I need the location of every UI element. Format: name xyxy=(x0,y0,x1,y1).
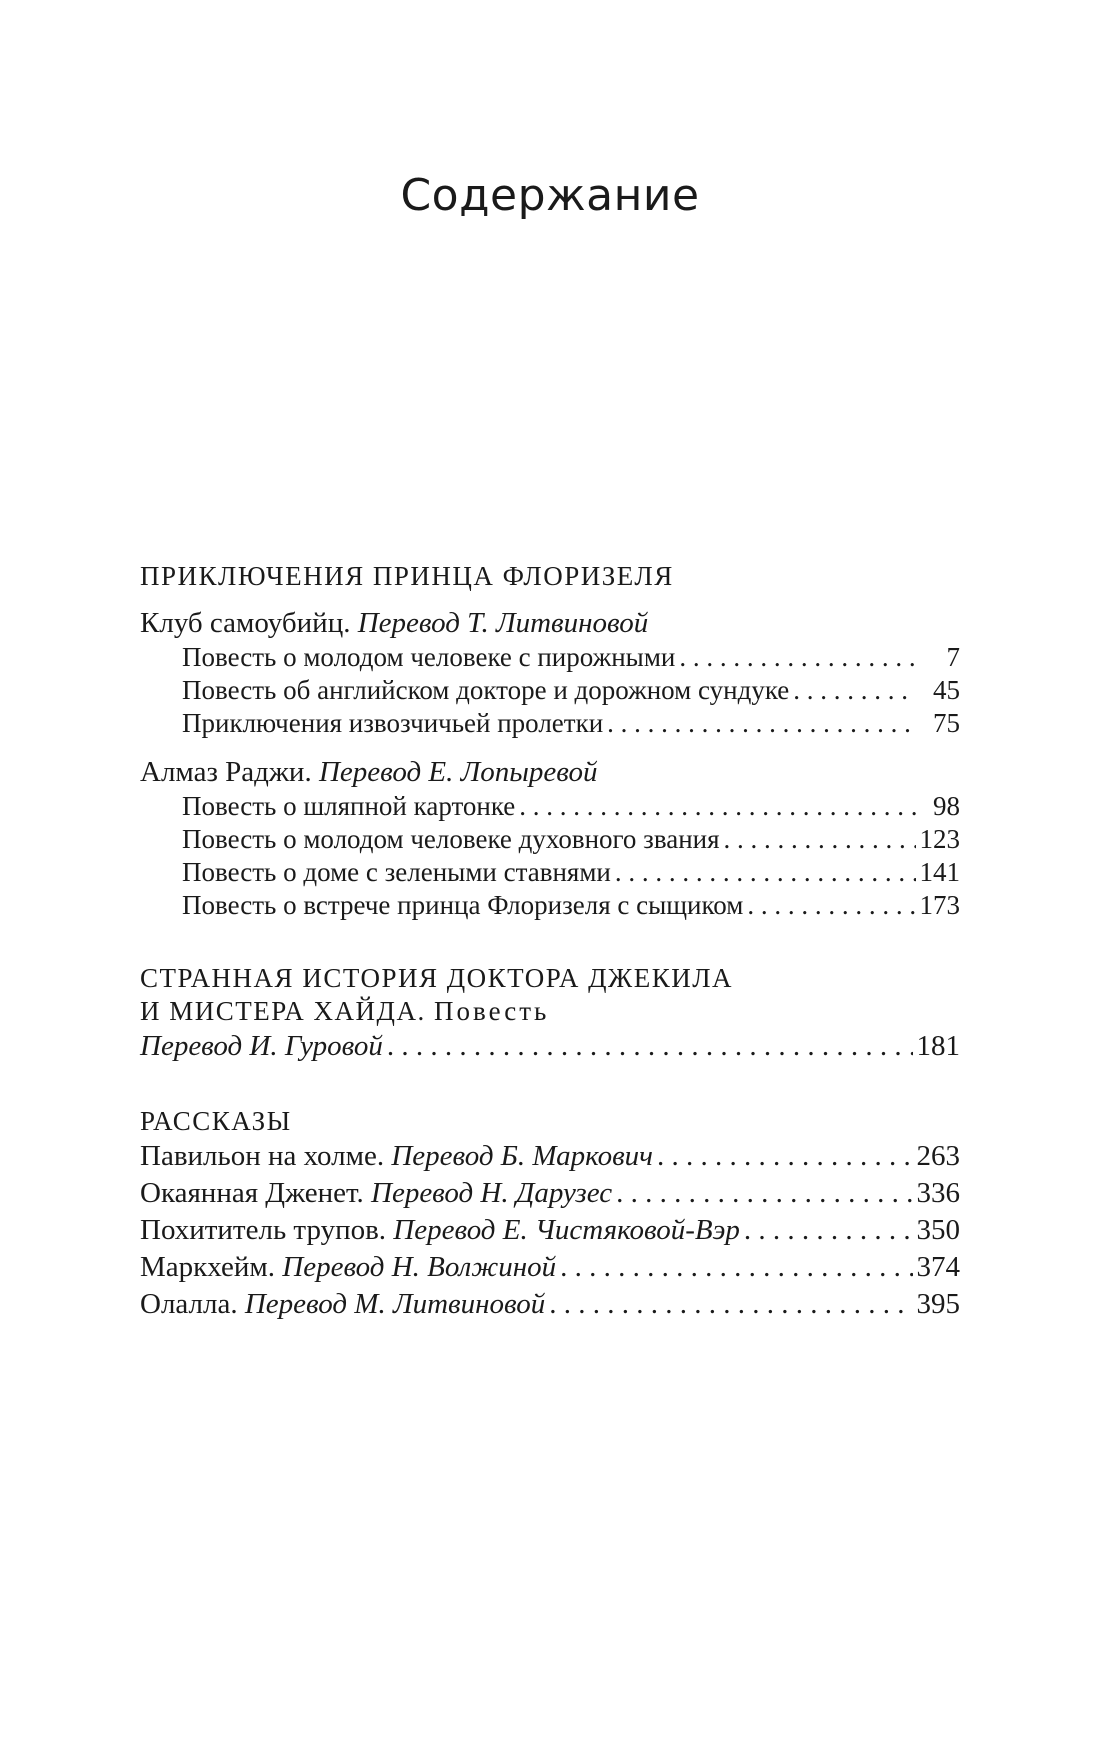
story-diamond xyxy=(140,754,960,790)
translator: Перевод Н. Волжиной xyxy=(282,1251,557,1283)
toc-entry[interactable] xyxy=(140,1286,960,1323)
section-heading-jekyll-line2 xyxy=(140,995,960,1028)
dot-leader xyxy=(549,1286,912,1323)
toc-entry[interactable] xyxy=(140,674,960,707)
toc-entry[interactable] xyxy=(140,790,960,823)
entry-title-group xyxy=(140,1138,653,1175)
toc-entry[interactable] xyxy=(140,1175,960,1212)
entry-title: Повесть о шляпной картонке xyxy=(182,791,516,821)
translator: Перевод Б. Маркович xyxy=(391,1140,654,1172)
page-number: 263 xyxy=(916,1140,960,1172)
dot-leader xyxy=(747,889,915,922)
toc-entry[interactable] xyxy=(140,1212,960,1249)
entry-title-group xyxy=(140,1286,545,1323)
entry-title: Повесть о доме с зелеными ставнями xyxy=(182,857,611,887)
dot-leader xyxy=(607,707,916,740)
story-title: Клуб самоубийц. xyxy=(140,607,351,639)
dot-leader xyxy=(679,641,916,674)
dot-leader xyxy=(724,823,916,856)
entry-title: Повесть об английском докторе и дорожном сундуке xyxy=(182,675,790,705)
section-heading-jekyll-line1: СТРАННАЯ ИСТОРИЯ ДОКТОРА ДЖЕКИЛА xyxy=(140,963,734,993)
dot-leader xyxy=(560,1249,912,1286)
entry-title-group xyxy=(140,1175,612,1212)
translator: Перевод Т. Литвиновой xyxy=(357,607,649,639)
section-heading-stories: РАССКАЗЫ xyxy=(140,1106,292,1136)
story-title: Олалла. xyxy=(140,1288,238,1320)
translator: Перевод И. Гуровой xyxy=(140,1030,383,1062)
story-title: Похититель трупов. xyxy=(140,1214,387,1246)
entry-title-group xyxy=(140,1212,740,1249)
entry-title: Повесть о молодом человеке с пирожными xyxy=(182,642,676,672)
story-club xyxy=(140,605,960,641)
story-title: Павильон на холме. xyxy=(140,1140,385,1172)
heading-text: И МИСТЕРА ХАЙДА. xyxy=(140,996,426,1026)
toc-entry[interactable] xyxy=(140,823,960,856)
story-title: Окаянная Дженет. xyxy=(140,1177,364,1209)
page-number: 7 xyxy=(946,642,960,672)
page-number: 181 xyxy=(916,1030,960,1062)
page-number: 350 xyxy=(916,1214,960,1246)
page-number: 45 xyxy=(933,675,960,705)
entry-title: Повесть о молодом человеке духовного звания xyxy=(182,824,720,854)
table-of-contents xyxy=(140,560,960,1323)
page-number: 336 xyxy=(916,1177,960,1209)
translator: Перевод Е. Чистяковой-Вэр xyxy=(393,1214,740,1246)
genre-subtitle: Повесть xyxy=(433,996,550,1026)
section-heading-florizel: ПРИКЛЮЧЕНИЯ ПРИНЦА ФЛОРИЗЕЛЯ xyxy=(140,561,674,591)
entry-title-group xyxy=(140,1249,556,1286)
dot-leader xyxy=(657,1138,912,1175)
entry-title: Приключения извозчичьей пролетки xyxy=(182,708,604,738)
page-number: 141 xyxy=(919,857,960,887)
entry-title: Повесть о встрече принца Флоризеля с сыщиком xyxy=(182,890,744,920)
page-number: 123 xyxy=(919,824,960,854)
dot-leader xyxy=(616,1175,912,1212)
page-number: 98 xyxy=(933,791,960,821)
page-title: Содержание xyxy=(400,170,700,221)
toc-entry[interactable] xyxy=(140,889,960,922)
dot-leader xyxy=(615,856,916,889)
story-title: Маркхейм. xyxy=(140,1251,276,1283)
toc-entry[interactable] xyxy=(140,1028,960,1065)
dot-leader xyxy=(519,790,916,823)
story-title: Алмаз Раджи. xyxy=(140,756,312,788)
dot-leader xyxy=(793,674,916,707)
page-number: 75 xyxy=(933,708,960,738)
translator: Перевод М. Литвиновой xyxy=(244,1288,546,1320)
page-number: 173 xyxy=(919,890,960,920)
page-number: 374 xyxy=(916,1251,960,1283)
dot-leader xyxy=(744,1212,913,1249)
translator: Перевод Е. Лопыревой xyxy=(318,756,598,788)
toc-entry[interactable] xyxy=(140,856,960,889)
translator: Перевод Н. Дарузес xyxy=(371,1177,613,1209)
toc-entry[interactable] xyxy=(140,1138,960,1175)
toc-entry[interactable] xyxy=(140,707,960,740)
dot-leader xyxy=(387,1028,913,1065)
toc-entry[interactable] xyxy=(140,641,960,674)
toc-entry[interactable] xyxy=(140,1249,960,1286)
page-number: 395 xyxy=(916,1288,960,1320)
